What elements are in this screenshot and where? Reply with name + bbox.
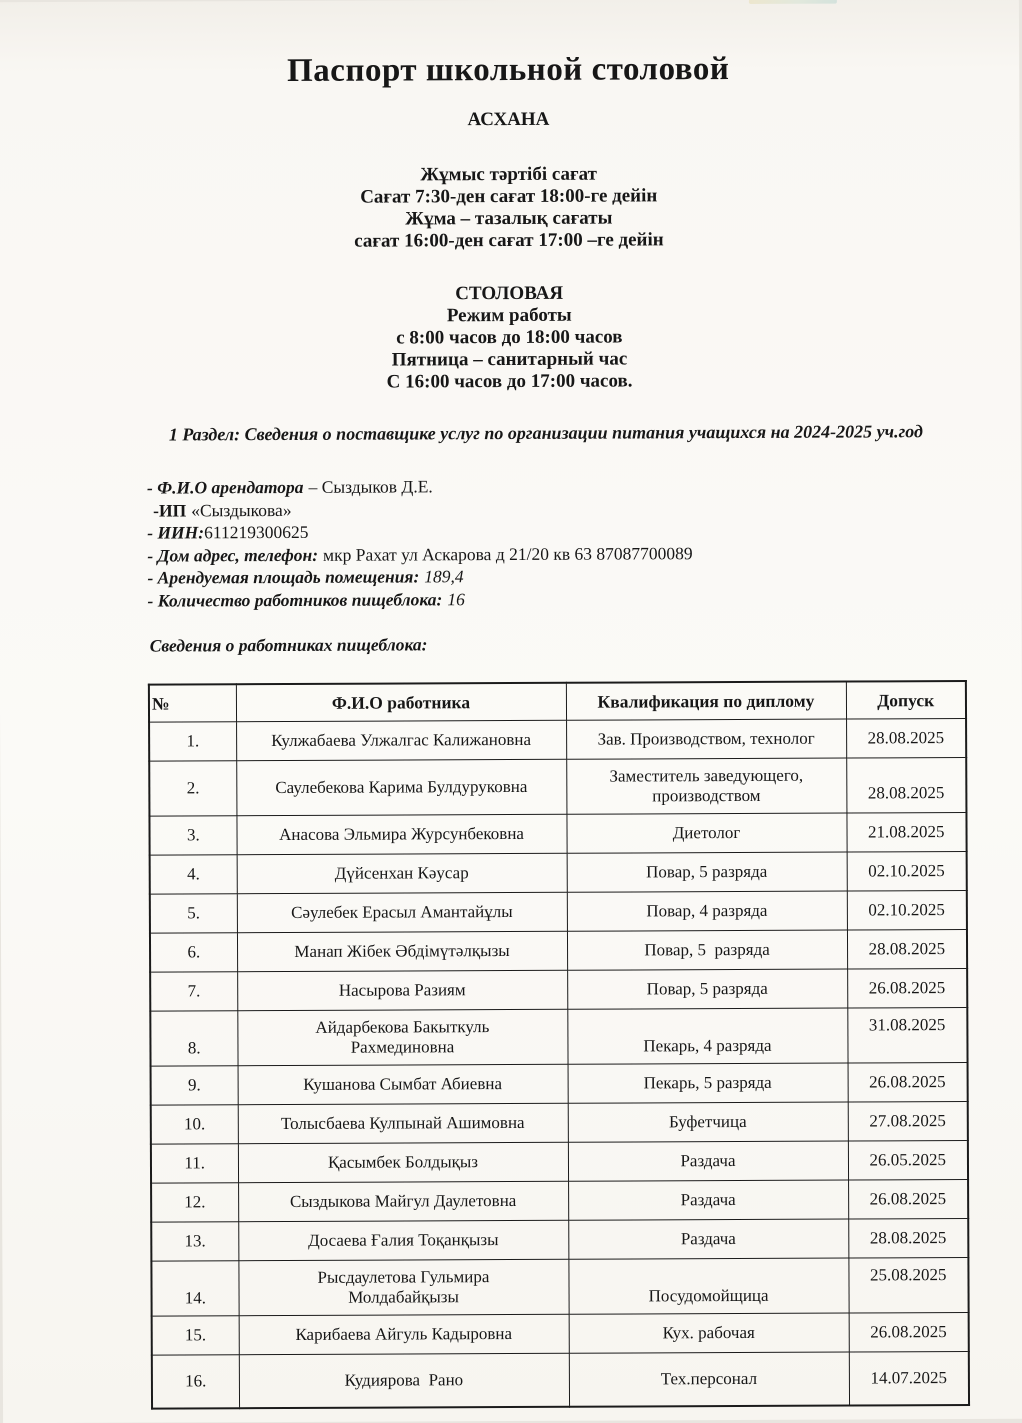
row-number-cell: 3. — [149, 816, 236, 855]
staff-table-body — [149, 719, 969, 1409]
detail-value: 189,4 — [424, 566, 464, 587]
detail-item — [147, 585, 981, 611]
detail-label: -ИП — [153, 499, 187, 521]
detail-value: 611219300625 — [204, 521, 309, 543]
qualification-cell: Тех.персонал — [569, 1352, 849, 1407]
qualification-cell: Буфетчица — [568, 1102, 848, 1142]
row-number-cell: 2. — [149, 761, 236, 816]
schedule-ru-line: с 8:00 часов до 18:00 часов — [396, 326, 623, 349]
qualification-cell: Диетолог — [566, 813, 846, 853]
row-number-cell: 5. — [150, 894, 237, 933]
schedule-ru-line: С 16:00 часов до 17:00 часов. — [386, 370, 633, 393]
table-caption: Сведения о работниках пищеблока: — [149, 634, 428, 656]
schedule-russian — [0, 281, 1021, 395]
access-date-cell: 26.08.2025 — [847, 969, 967, 1009]
detail-label: - Количество работников пищеблока: — [147, 588, 443, 611]
employee-name-cell: Карибаева Айгуль Кадыровна — [239, 1314, 569, 1354]
row-number-cell: 7. — [150, 972, 237, 1011]
employee-name-cell: Анасова Эльмира Журсунбековна — [236, 814, 566, 854]
detail-value: «Сыздыкова» — [191, 499, 292, 520]
staff-table-header — [149, 681, 966, 722]
detail-label: - Арендуемая площадь помещения: — [147, 566, 420, 588]
detail-label: - ИИН: — [147, 522, 205, 543]
scan-artifact — [749, 0, 837, 4]
qualification-cell: Повар, 4 разряда — [567, 891, 847, 931]
employee-name-cell: Саулебекова Карима Булдуруковна — [236, 759, 566, 815]
access-date-cell: 31.08.2025 — [847, 1008, 967, 1064]
column-header-access: Допуск — [846, 681, 966, 719]
qualification-cell: Зав. Производством, технолог — [566, 719, 846, 759]
schedule-kz-line: сағат 16:00-ден сағат 17:00 –ге дейін — [354, 229, 664, 252]
row-number-cell: 10. — [151, 1105, 238, 1144]
schedule-ru-line: Пятница – санитарный час — [391, 348, 628, 371]
table-row — [150, 1008, 967, 1067]
employee-name-cell: Кушанова Сымбат Абиевна — [238, 1064, 568, 1104]
page-subtitle: АСХАНА — [467, 108, 550, 131]
row-number-cell: 8. — [150, 1011, 237, 1066]
access-date-cell: 28.08.2025 — [846, 758, 966, 814]
schedule-kz-line: Сағат 7:30-ден сағат 18:00-ге дейін — [360, 185, 658, 208]
employee-name-cell: Қасымбек Болдықыз — [238, 1142, 568, 1182]
employee-name-cell: Кулжабаева Улжалгас Калижановна — [236, 720, 566, 760]
access-date-cell: 25.08.2025 — [848, 1258, 968, 1314]
row-number-cell: 4. — [150, 855, 237, 894]
schedule-ru-line: СТОЛОВАЯ — [455, 282, 564, 305]
access-date-cell: 26.08.2025 — [848, 1063, 968, 1103]
qualification-cell: Раздача — [568, 1141, 848, 1181]
access-date-cell: 27.08.2025 — [848, 1102, 968, 1142]
employee-name-cell: Дүйсенхан Кәусар — [237, 853, 567, 893]
access-date-cell: 02.10.2025 — [847, 852, 967, 892]
access-date-cell: 28.08.2025 — [848, 1219, 968, 1259]
detail-value: – Сыздыков Д.Е. — [308, 476, 433, 497]
table-row — [151, 1063, 968, 1106]
table-row — [152, 1313, 969, 1356]
table-row — [151, 1180, 968, 1223]
table-row — [151, 1102, 968, 1145]
qualification-cell: Раздача — [568, 1180, 848, 1220]
table-row — [151, 1258, 968, 1317]
page-title: Паспорт школьной столовой — [287, 51, 730, 89]
schedule-kz-line: Жұма – тазалық сағаты — [405, 207, 613, 230]
table-row — [149, 813, 966, 856]
qualification-cell: Раздача — [568, 1219, 848, 1259]
row-number-cell: 15. — [152, 1316, 239, 1355]
qualification-cell: Пекарь, 5 разряда — [568, 1063, 848, 1103]
qualification-cell: Заместитель заведующего, производством — [566, 758, 846, 814]
row-number-cell: 11. — [151, 1144, 238, 1183]
row-number-cell: 1. — [149, 722, 236, 761]
qualification-cell: Кух. рабочая — [569, 1313, 849, 1353]
schedule-kazakh — [0, 162, 1020, 254]
section-heading: 1 Раздел: Сведения о поставщике услуг по организации питания учащихся на 2024-2025 уч.год — [168, 421, 923, 445]
table-row — [149, 758, 966, 817]
employee-name-cell: Сыздыкова Майгул Даулетовна — [238, 1181, 568, 1221]
access-date-cell: 28.08.2025 — [846, 719, 966, 759]
table-row — [150, 930, 967, 973]
column-header-qualification: Квалификация по диплому — [566, 682, 846, 721]
qualification-cell: Повар, 5 разряда — [567, 969, 847, 1009]
employee-name-cell: Айдарбекова Бакыткуль Рахмединовна — [237, 1009, 567, 1065]
staff-table — [148, 680, 970, 1410]
table-row — [152, 1352, 969, 1409]
table-row — [151, 1219, 968, 1262]
row-number-cell: 9. — [151, 1066, 238, 1105]
qualification-cell: Повар, 5 разряда — [567, 852, 847, 892]
detail-value: 16 — [447, 588, 465, 609]
access-date-cell: 21.08.2025 — [846, 813, 966, 853]
employee-name-cell: Кудиярова Рано — [239, 1353, 569, 1408]
detail-label: - Ф.И.О арендатора — [146, 476, 304, 498]
detail-value: мкр Рахат ул Аскарова д 21/20 кв 63 87087700089 — [322, 542, 693, 565]
access-date-cell: 26.08.2025 — [848, 1180, 968, 1220]
qualification-cell: Посудомойщица — [568, 1258, 848, 1314]
row-number-cell: 16. — [152, 1355, 239, 1409]
employee-name-cell: Насырова Разиям — [237, 970, 567, 1010]
row-number-cell: 12. — [151, 1183, 238, 1222]
column-header-name: Ф.И.О работника — [236, 683, 566, 722]
qualification-cell: Повар, 5 разряда — [567, 930, 847, 970]
table-row — [150, 969, 967, 1012]
row-number-cell: 13. — [151, 1222, 238, 1261]
access-date-cell: 26.08.2025 — [849, 1313, 969, 1353]
column-header-number: № — [149, 684, 236, 722]
row-number-cell: 6. — [150, 933, 237, 972]
table-row — [151, 1141, 968, 1184]
access-date-cell: 14.07.2025 — [849, 1352, 969, 1406]
table-row — [150, 852, 967, 895]
detail-label: - Дом адрес, телефон: — [147, 544, 319, 566]
table-row — [150, 891, 967, 934]
access-date-cell: 28.08.2025 — [847, 930, 967, 970]
qualification-cell: Пекарь, 4 разряда — [567, 1008, 847, 1064]
access-date-cell: 02.10.2025 — [847, 891, 967, 931]
schedule-ru-line: Режим работы — [446, 304, 572, 327]
employee-name-cell: Рысдаулетова Гульмира Молдабайқызы — [238, 1259, 568, 1315]
employee-name-cell: Сәулебек Ерасыл Амантайұлы — [237, 892, 567, 932]
schedule-kz-line: Жұмыс тәртібі сағат — [420, 163, 598, 186]
employee-name-cell: Толысбаева Кулпынай Ашимовна — [238, 1103, 568, 1143]
employee-name-cell: Досаева Ғалия Тоқанқызы — [238, 1220, 568, 1260]
table-row — [149, 719, 966, 762]
access-date-cell: 26.05.2025 — [848, 1141, 968, 1181]
vendor-details-list — [147, 473, 982, 612]
row-number-cell: 14. — [151, 1261, 238, 1316]
employee-name-cell: Манап Жібек Әбдімүтәлқызы — [237, 931, 567, 971]
